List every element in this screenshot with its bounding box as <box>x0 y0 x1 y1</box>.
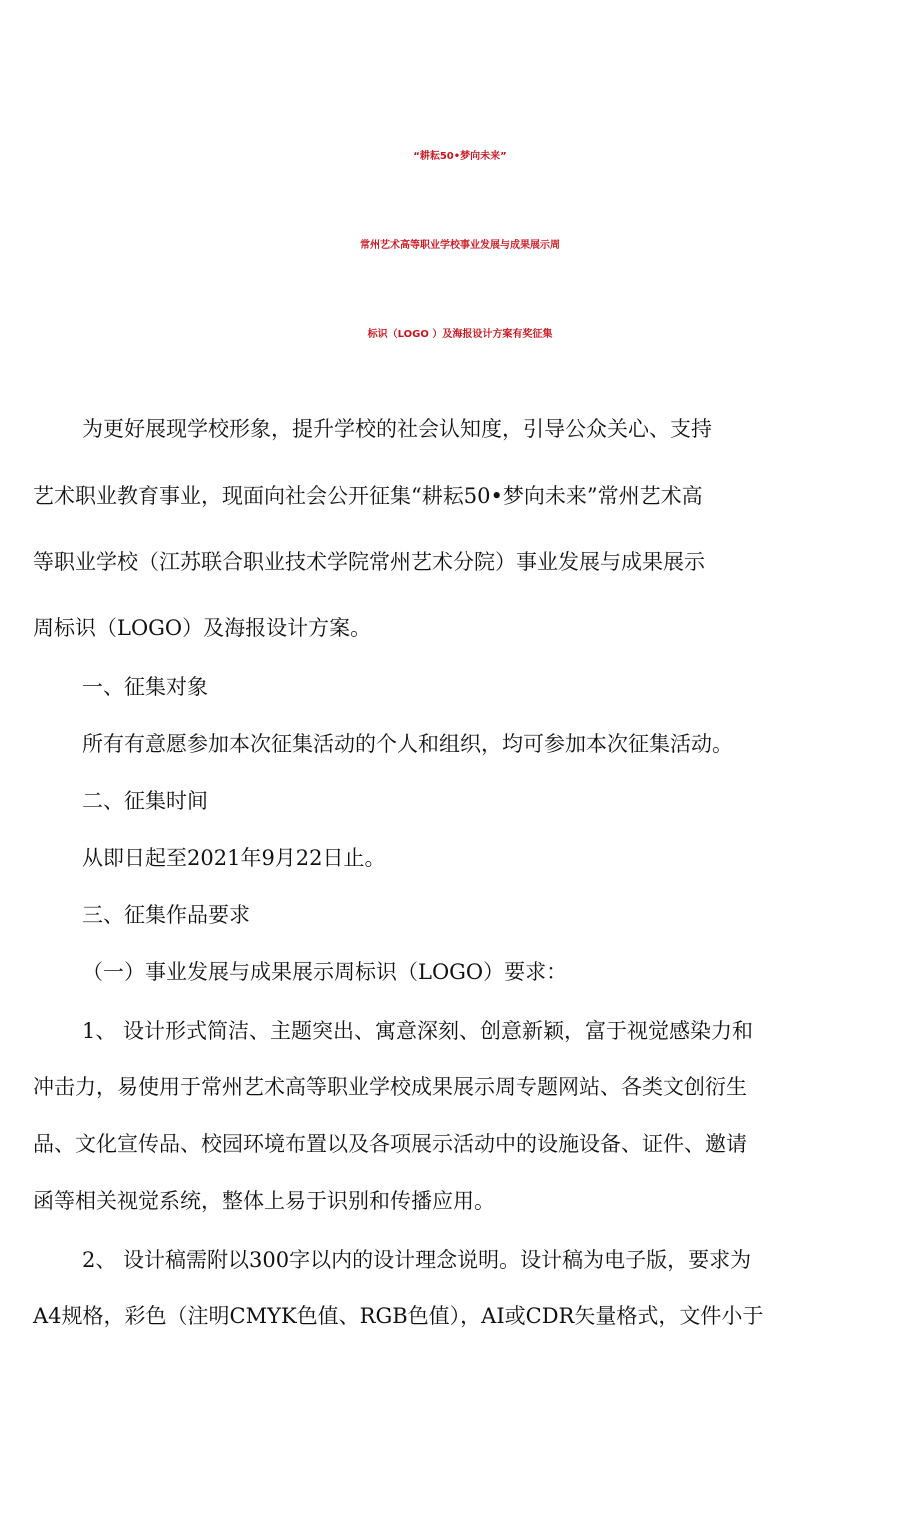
item2-line-1: 2、 设计稿需附以300字以内的设计理念说明。设计稿为电子版，要求为 <box>82 1248 752 1272</box>
section2-heading: 二、征集时间 <box>82 789 208 813</box>
section1-heading: 一、征集对象 <box>82 675 208 699</box>
title-logo-poster-call: 标识（LOGO ）及海报设计方案有奖征集 <box>367 329 553 340</box>
intro-line-4: 周标识（LOGO）及海报设计方案。 <box>33 616 372 640</box>
section3-heading: 三、征集作品要求 <box>82 903 250 927</box>
title-school-event: 常州艺术高等职业学校事业发展与成果展示周 <box>360 240 560 251</box>
item1-line-1: 1、 设计形式简洁、主题突出、寓意深刻、创意新颖，富于视觉感染力和 <box>82 1019 754 1043</box>
item1-line-4: 函等相关视觉系统，整体上易于识别和传播应用。 <box>33 1189 495 1213</box>
section1-text: 所有有意愿参加本次征集活动的个人和组织，均可参加本次征集活动。 <box>82 732 733 756</box>
item2-line-2: A4规格，彩色（注明CMYK色值、RGB色值），AI或CDR矢量格式，文件小于 <box>33 1304 764 1328</box>
intro-line-1: 为更好展现学校形象，提升学校的社会认知度，引导公众关心、支持 <box>82 417 712 441</box>
item1-line-3: 品、文化宣传品、校园环境布置以及各项展示活动中的设施设备、证件、邀请 <box>33 1132 747 1156</box>
section2-text: 从即日起至2021年9月22日止。 <box>82 846 386 870</box>
title-slogan: “耕耘50•梦向未来” <box>413 151 507 162</box>
intro-line-3: 等职业学校（江苏联合职业技术学院常州艺术分院）事业发展与成果展示 <box>33 550 705 574</box>
intro-line-2: 艺术职业教育事业，现面向社会公开征集“耕耘50•梦向未来”常州艺术高 <box>33 484 703 508</box>
item1-line-2: 冲击力，易使用于常州艺术高等职业学校成果展示周专题网站、各类文创衍生 <box>33 1075 747 1099</box>
sub1-heading: （一）事业发展与成果展示周标识（LOGO）要求： <box>82 960 568 984</box>
